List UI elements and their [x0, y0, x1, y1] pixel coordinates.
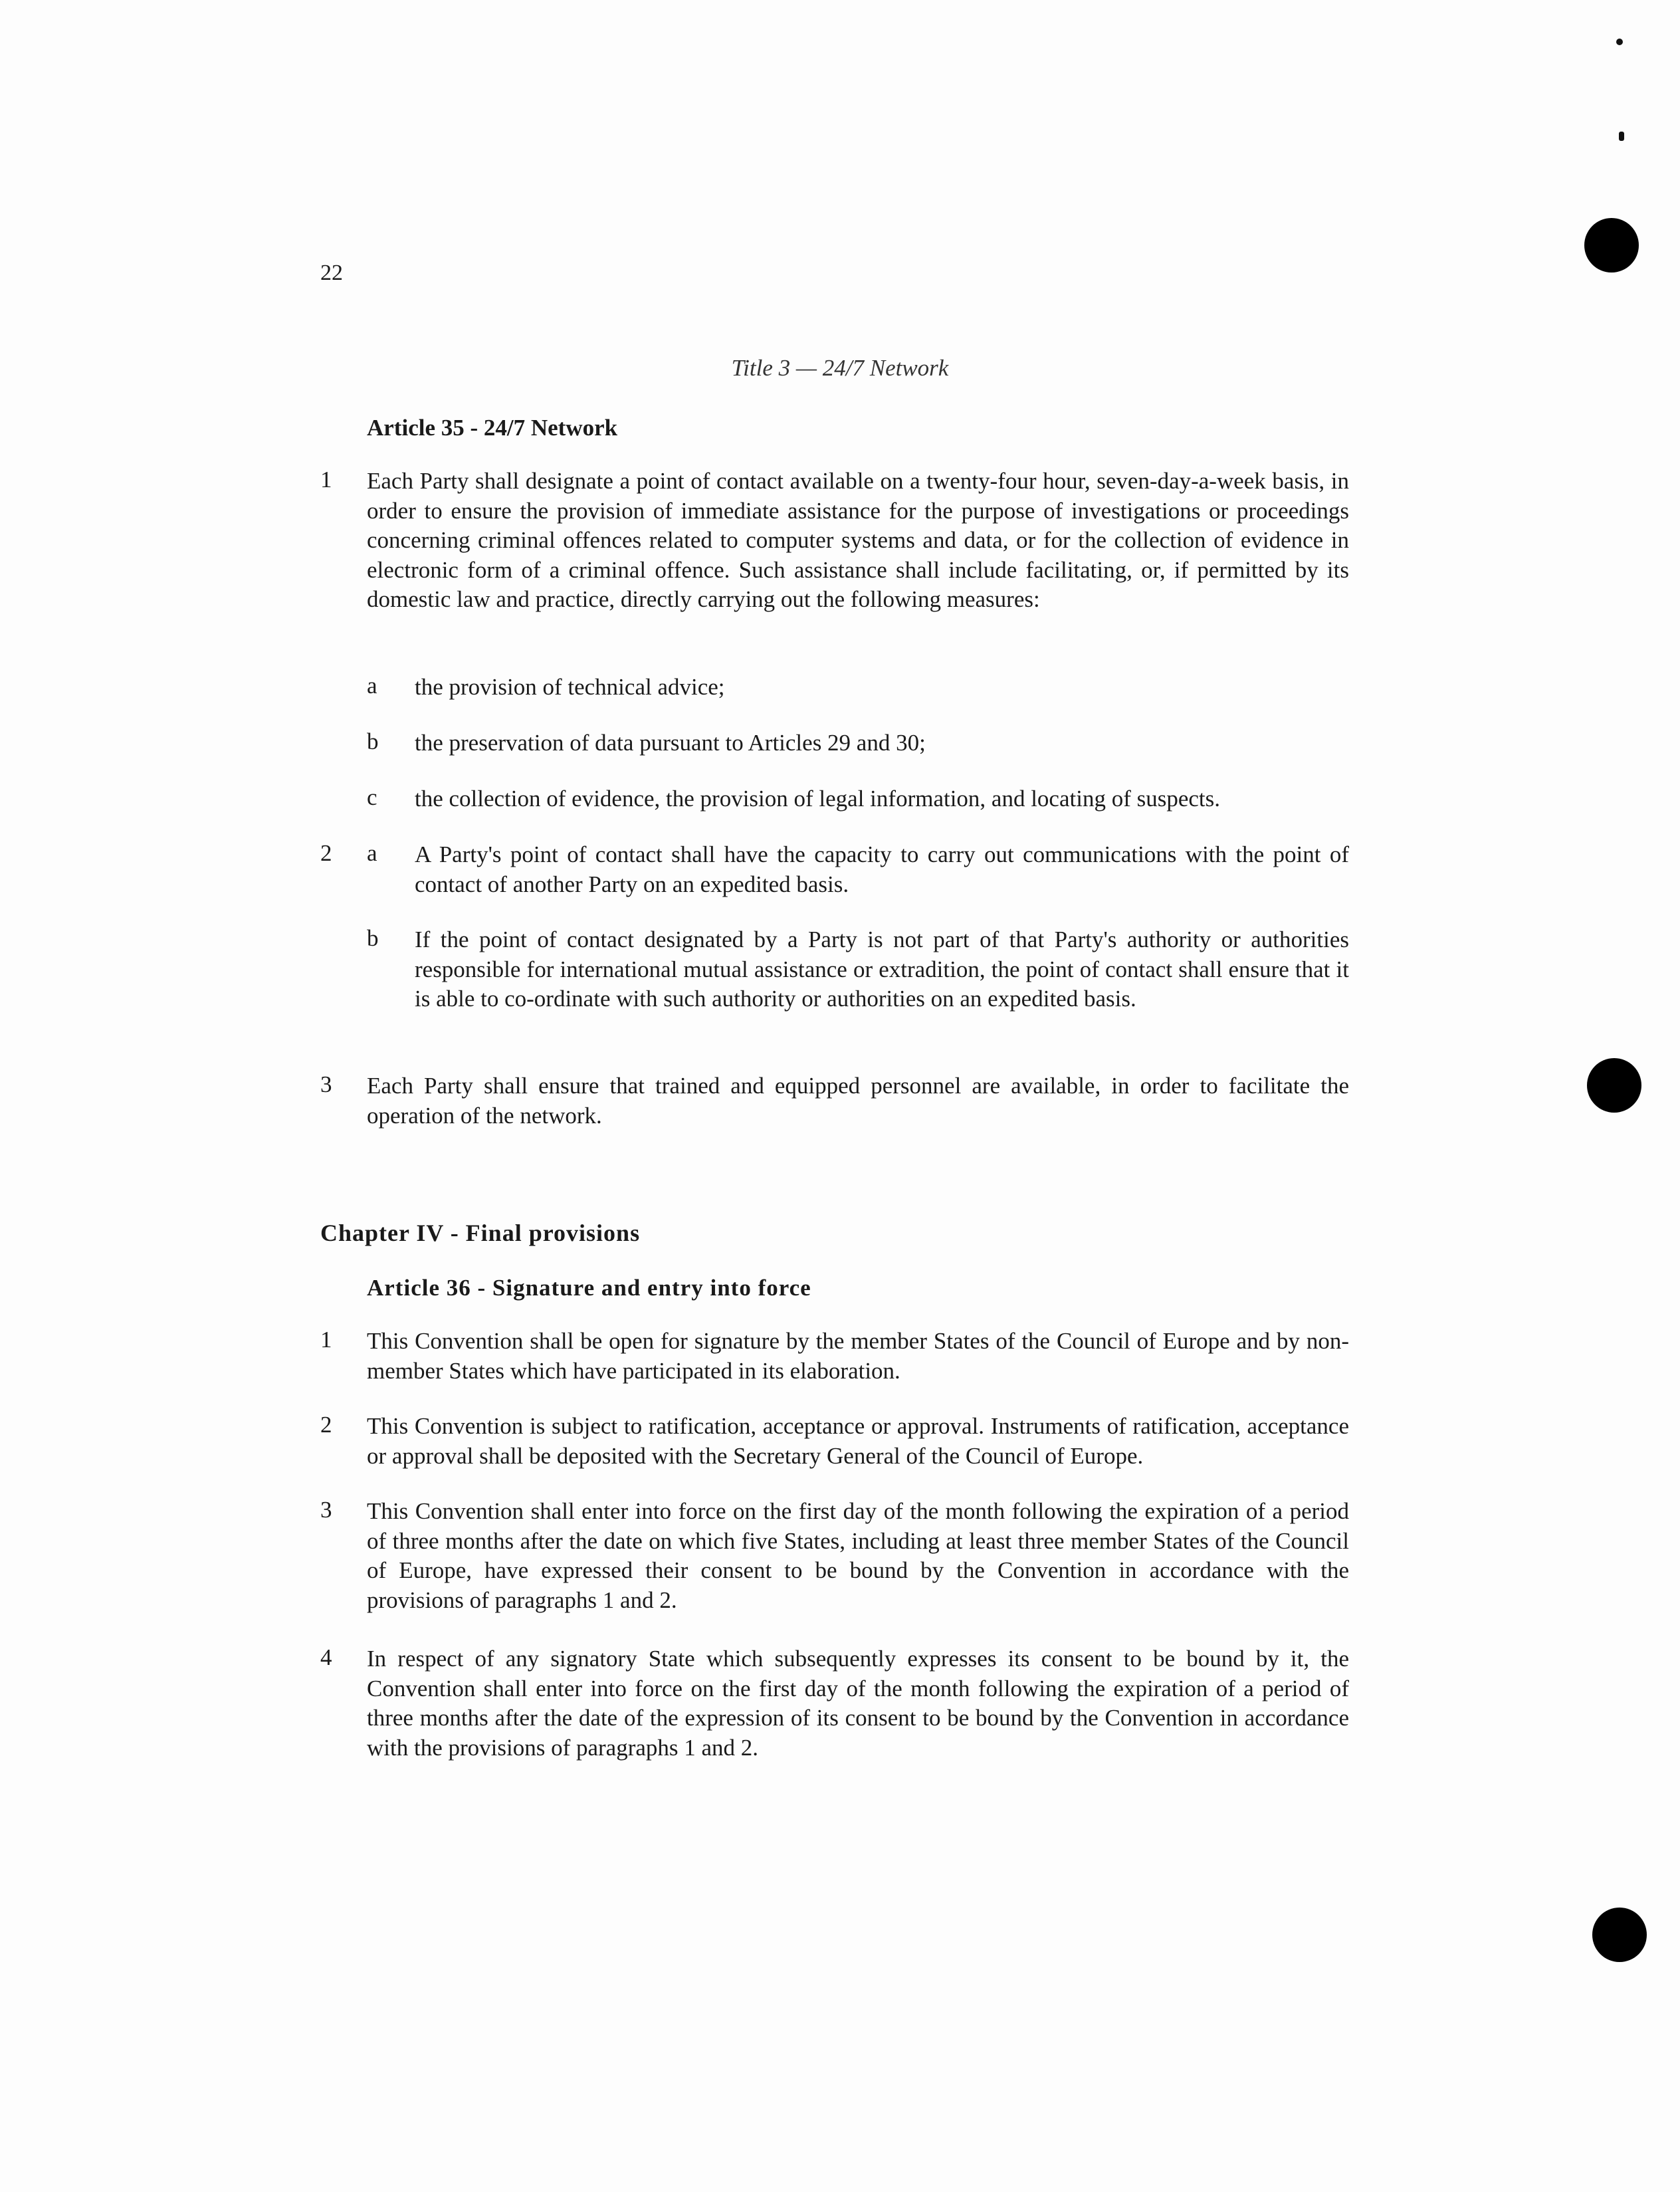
- item-letter: a: [367, 840, 377, 866]
- article-35-paragraph-2b: If the point of contact designated by a Party is not part of that Party's authority or authorities responsible for international mutual assistance or extradition, the point of contact shall ensure that it is able to co-ordinate with such authority or authorities on an expedited basis.: [415, 927, 1349, 1012]
- paragraph-number: 4: [320, 1644, 332, 1670]
- article-35-paragraph-3: Each Party shall ensure that trained and equipped personnel are available, in order to facilitate the operation of the network.: [367, 1073, 1349, 1129]
- article-36-paragraph-2: This Convention is subject to ratification, acceptance or approval. Instruments of ratification, acceptance or approval shall be deposited with the Secretary General of the Council of Europe.: [367, 1413, 1349, 1469]
- item-letter: b: [367, 728, 379, 754]
- article-36-paragraph-4: In respect of any signatory State which subsequently expresses its consent to be bound by it, the Convention shall enter into force on the first day of the month following the expiration of a period of three months after the date of the expression of its consent to be bound by the Convention in accordance with the provisions of paragraphs 1 and 2.: [367, 1646, 1349, 1761]
- paragraph-number: 3: [320, 1071, 332, 1097]
- article-36-paragraph-1: This Convention shall be open for signature by the member States of the Council of Europe and by non-member States which have participated in its elaboration.: [367, 1328, 1349, 1384]
- article-36-paragraph-3: This Convention shall enter into force on the first day of the month following the expiration of a period of three months after the date on which five States, including at least three member States of the Council of Europe, have expressed their consent to be bound by the Convention in accordance with the provisions of paragraphs 1 and 2.: [367, 1498, 1349, 1613]
- article-35-item-b: the preservation of data pursuant to Articles 29 and 30;: [415, 730, 926, 756]
- item-letter: c: [367, 784, 377, 810]
- paragraph-number: 3: [320, 1497, 332, 1523]
- article-35-paragraph-2a: A Party's point of contact shall have the capacity to carry out communications with the point of contact of another Party on an expedited basis.: [415, 841, 1349, 897]
- article-35-item-c: the collection of evidence, the provision of legal information, and locating of suspects.: [415, 786, 1221, 812]
- paragraph-number: 2: [320, 840, 332, 866]
- punch-hole-top: [1584, 218, 1639, 273]
- chapter-heading: Chapter IV - Final provisions: [320, 1220, 641, 1246]
- paragraph-number: 2: [320, 1412, 332, 1438]
- punch-hole-middle: [1587, 1058, 1641, 1113]
- paragraph-number: 1: [320, 1327, 332, 1353]
- scan-speck: [1619, 132, 1624, 141]
- punch-hole-bottom: [1592, 1908, 1647, 1962]
- page-number: 22: [320, 261, 343, 285]
- item-letter: a: [367, 673, 377, 699]
- article-36-heading: Article 36 - Signature and entry into force: [367, 1275, 811, 1301]
- paragraph-number: 1: [320, 467, 332, 493]
- item-letter: b: [367, 925, 379, 951]
- article-35-paragraph-1: Each Party shall designate a point of contact available on a twenty-four hour, seven-day-a-week basis, in order to ensure the provision of immediate assistance for the purpose of investigations or proceedings concerning criminal offences related to computer systems and data, or for the collection of evidence in electronic form of a criminal offence. Such assistance shall include facilitating, or, if permitted by its domestic law and practice, directly carrying out the following measures:: [367, 468, 1349, 612]
- article-35-item-a: the provision of technical advice;: [415, 674, 725, 700]
- section-title: Title 3 — 24/7 Network: [731, 355, 949, 381]
- article-35-heading: Article 35 - 24/7 Network: [367, 415, 618, 441]
- scan-speck: [1616, 39, 1623, 45]
